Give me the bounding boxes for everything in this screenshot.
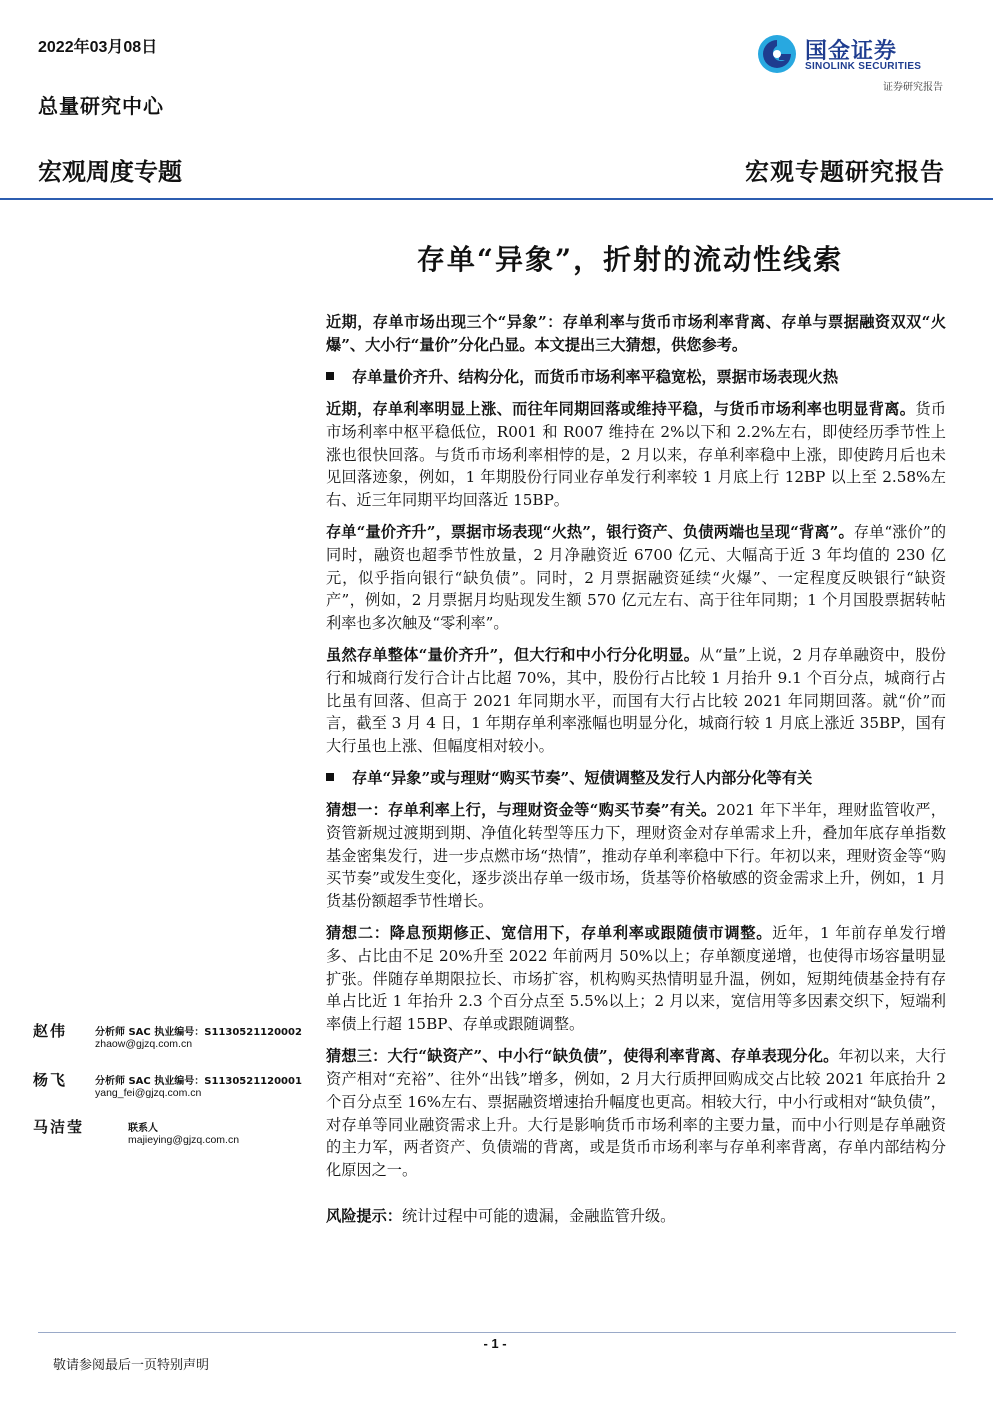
square-bullet-icon	[326, 773, 334, 781]
paragraph-text: 年初以来，大行资产相对“充裕”、往外“出钱”增多，例如，2 月大行质押回购成交占比较 2021 年底抬升 2 个百分点至 16%左右、票据融资增速抬升幅度也更高。相较大行，中小行或相对“缺负债”，对存单等同业融资需求上升。大行是影响货币市场利率的主要力量，而中小行则是存单融资的主力军，两者资产、负债端的背离，或是货币市场利率与存单利率背离，存单内部结构分化原因之一。	[326, 1047, 947, 1179]
report-type-left: 宏观周度专题	[38, 158, 182, 186]
report-type-right: 宏观专题研究报告	[745, 157, 945, 186]
analyst-name: 杨飞	[33, 1071, 68, 1089]
analyst-name: 赵伟	[33, 1022, 68, 1040]
intro-paragraph	[326, 311, 946, 356]
risk-text: 统计过程中可能的遗漏，金融监管升级。	[401, 1206, 676, 1225]
analyst-email: yang_fei@gjzq.com.cn	[95, 1087, 202, 1099]
analyst-name: 马洁莹	[33, 1118, 85, 1136]
logo-tagline: 证券研究报告	[883, 82, 943, 93]
body-paragraph	[326, 922, 946, 1036]
paragraph-text: 货币市场利率中枢平稳低位，R001 和 R007 维持在 2%以下和 2.2%左右，即使经历季节性上涨也很快回落。与货币市场利率相悖的是，2 月以来，存单利率稳中上涨，即使跨月后也未见回落迹象，例如，1 年期股份行同业存单发行利率较 1 月底上行 12BP 以上至 2.58%左右、近三年同期平均回落近 15BP。	[326, 400, 947, 509]
paragraph-lead: 猜想三：大行“缺资产”、中小行“缺负债”，使得利率背离、存单表现分化。	[326, 1047, 839, 1066]
body-paragraph	[326, 398, 946, 512]
section-heading-text: 存单量价齐升、结构分化，而货币市场利率平稳宽松，票据市场表现火热	[352, 367, 838, 386]
analyst-role: 联系人	[128, 1123, 158, 1134]
paragraph-lead: 猜想一：存单利率上行，与理财资金等“购买节奏”有关。	[326, 801, 717, 820]
company-logo	[757, 32, 947, 94]
analyst-card	[33, 1020, 313, 1060]
research-center: 总量研究中心	[38, 94, 164, 118]
analyst-card	[33, 1069, 313, 1109]
report-title: 存单“异象”，折射的流动性线索	[416, 243, 844, 276]
body-paragraph	[326, 799, 946, 913]
paragraph-text: 存单“涨价”的同时，融资也超季节性放量，2 月净融资近 6700 亿元、大幅高于近 3 年均值的 230 亿元，似乎指向银行“缺负债”。同时，2 月票据融资延续“火爆”、一定程度反映银行“缺资产”，例如，2 月票据月均贴现发生额 570 亿元左右、高于往年同期；1 个月国股票据转帖利率也多次触及“零利率”。	[326, 523, 947, 632]
paragraph-lead: 近期，存单利率明显上涨、而往年同期回落或维持平稳，与货币市场利率也明显背离。	[326, 400, 916, 419]
risk-label: 风险提示：	[326, 1206, 402, 1225]
report-date: 2022年03月08日	[38, 39, 158, 56]
paragraph-text: 从“量”上说，2 月存单融资中，股份行和城商行发行合计占比超 70%，其中，股份行占比较 1 月抬升 9.1 个百分点，城商行占比虽有回落、但高于 2021 年同期水平，而国有大行占比较 2021 年同期回落。就“价”而言，截至 3 月 4 日，1 年期存单利率涨幅也明显分化，城商行较 1 月底上涨近 35BP，国有大行虽也上涨、但幅度相对较小。	[326, 646, 946, 755]
logo-cn-text: 国金证券	[805, 39, 898, 64]
page-number: - 1 -	[483, 1336, 507, 1351]
body-paragraph	[326, 521, 946, 635]
section-heading	[326, 767, 946, 790]
logo-en-text: SINOLINK SECURITIES	[805, 61, 922, 72]
paragraph-text: 近年，1 年前存单发行增多、占比由不足 20%升至 2022 年前两月 50%以上；存单额度递增，也使得市场容量明显扩张。伴随存单期限拉长、市场扩容，机构购买热情明显升温，例如，短期纯债基金持有存单占比近 1 年抬升 2.3 个百分点至 5.5%以上；2 月以来，宽信用等多因素交织下，短端利率债上行超 15BP、存单或跟随调整。	[326, 924, 947, 1034]
square-bullet-icon	[326, 372, 334, 380]
footer-divider	[38, 1332, 956, 1333]
header-divider	[0, 198, 993, 200]
paragraph-lead: 猜想二：降息预期修正、宽信用下，存单利率或跟随债市调整。	[326, 924, 773, 943]
body-paragraph	[326, 644, 946, 758]
risk-notice	[326, 1205, 946, 1228]
paragraph-lead: 存单“量价齐升”，票据市场表现“火热”，银行资产、负债两端也呈现“背离”。	[326, 523, 854, 542]
analyst-role: 分析师 SAC 执业编号：S1130521120001	[95, 1076, 302, 1087]
intro-text: 近期，存单市场出现三个“异象”：存单利率与货币市场利率背离、存单与票据融资双双“火爆”、大小行“量价”分化凸显。本文提出三大猜想，供您参考。	[326, 313, 946, 354]
sinolink-logo-icon	[757, 34, 797, 74]
section-heading-text: 存单“异象”或与理财“购买节奏”、短债调整及发行人内部分化等有关	[352, 769, 813, 788]
paragraph-lead: 虽然存单整体“量价齐升”，但大行和中小行分化明显。	[326, 646, 700, 665]
analyst-email: majieying@gjzq.com.cn	[128, 1134, 240, 1146]
analyst-email: zhaow@gjzq.com.cn	[95, 1038, 193, 1050]
analyst-role: 分析师 SAC 执业编号：S1130521120002	[95, 1027, 302, 1038]
section-heading	[326, 366, 946, 389]
body-paragraph	[326, 1045, 946, 1181]
main-content	[326, 311, 946, 1237]
paragraph-text: 2021 年下半年，理财监管收严，资管新规过渡期到期、净值化转型等压力下，理财资金对存单需求上升，叠加年底存单指数基金密集发行，进一步点燃市场“热情”，推动存单利率稳中下行。年初以来，理财资金等“购买节奏”或发生变化，逐步淡出存单一级市场，货基等价格敏感的资金需求上升，例如，1 月货基份额超季节性增长。	[326, 801, 946, 911]
footer-disclaimer: 敬请参阅最后一页特别声明	[53, 1358, 210, 1373]
analyst-card	[33, 1116, 313, 1156]
